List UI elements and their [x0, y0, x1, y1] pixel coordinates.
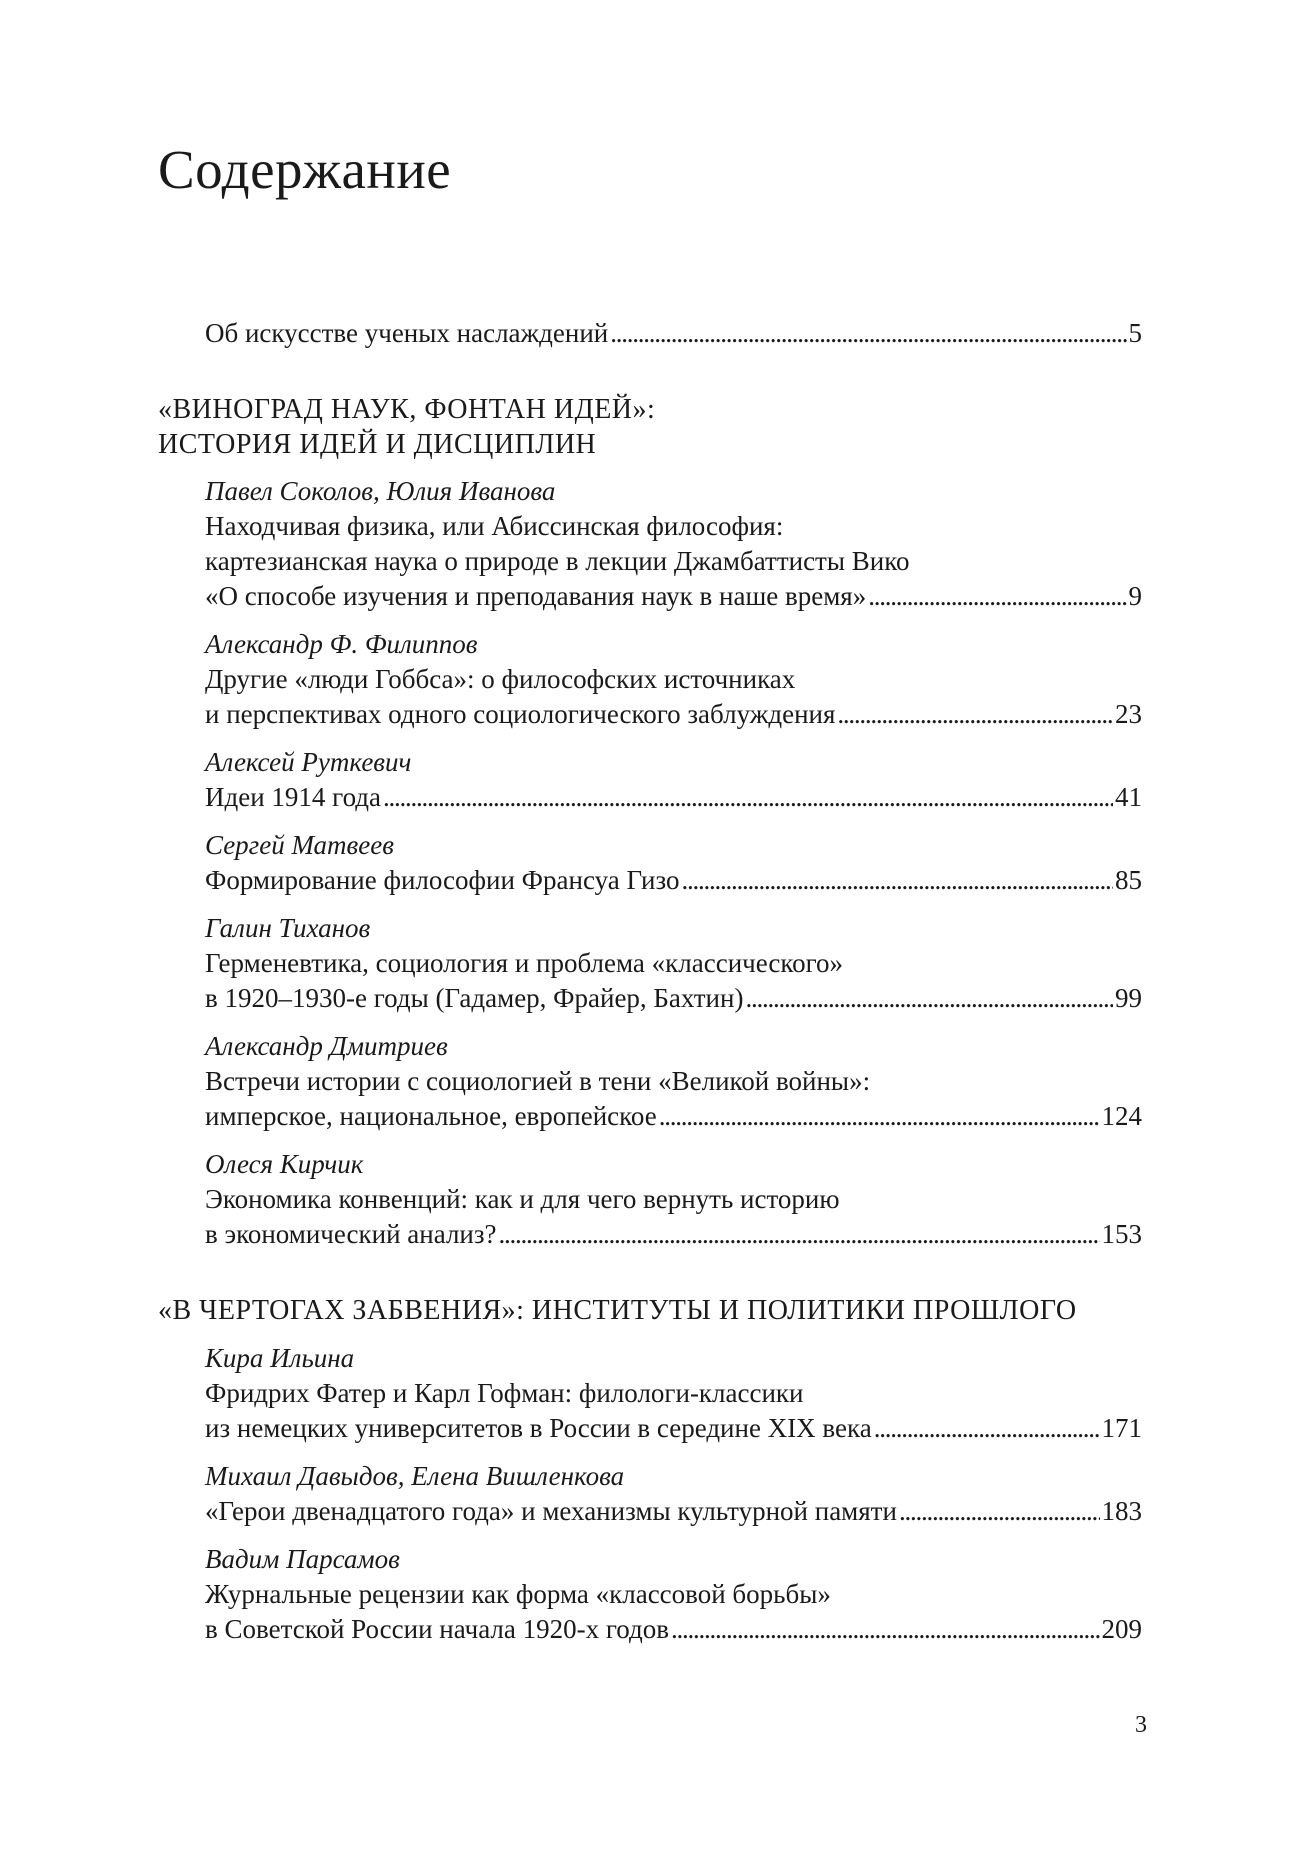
- toc-entry-title-line: имперское, национальное, европейское: [205, 1101, 657, 1131]
- toc-entry-title-line: Идеи 1914 года: [205, 782, 382, 812]
- toc-entry-page: 9: [1128, 581, 1142, 611]
- toc-entry-last-line[interactable]: [205, 981, 1142, 1016]
- toc-entry-last-line[interactable]: [205, 863, 1142, 898]
- toc-entry-title-line: Герменевтика, социология и проблема «классического»: [205, 948, 844, 978]
- toc-entry-title-line: «Герои двенадцатого года» и механизмы культурной памяти: [205, 1496, 897, 1526]
- toc-entry-author: Павел Соколов, Юлия Иванова: [205, 476, 556, 506]
- toc-entry-intro[interactable]: [205, 316, 1142, 351]
- toc-entry-author: Алексей Руткевич: [205, 747, 412, 777]
- toc-entry-author: Кира Ильина: [205, 1343, 355, 1373]
- toc-entry-author: Александр Ф. Филиппов: [205, 629, 478, 659]
- toc-entry-title-line: в 1920–1930-е годы (Гадамер, Фрайер, Бахтин): [205, 983, 744, 1013]
- toc-entry-page: 5: [1128, 318, 1142, 348]
- section-heading-1-line-2: ИСТОРИЯ ИДЕЙ И ДИСЦИПЛИН: [158, 429, 597, 460]
- page-title: Содержание: [158, 139, 452, 200]
- toc-entry-title-line: в экономический анализ?: [205, 1219, 497, 1249]
- toc-entry-page: 183: [1101, 1496, 1142, 1526]
- toc-entry-title-line: Формирование философии Франсуа Гизо: [205, 865, 680, 895]
- toc-entry-author: Вадим Парсамов: [205, 1544, 400, 1574]
- toc-entry-last-line[interactable]: [205, 697, 1142, 732]
- dot-leader: [499, 1217, 1100, 1252]
- dot-leader: [745, 981, 1113, 1016]
- dot-leader: [659, 1099, 1100, 1134]
- toc-entry-title: Об искусстве ученых наслаждений: [205, 318, 609, 348]
- dot-leader: [610, 316, 1126, 351]
- toc-entry-title-line: и перспективах одного социологического заблуждения: [205, 699, 836, 729]
- section-heading-1-line-1: «ВИНОГРАД НАУК, ФОНТАН ИДЕЙ»:: [158, 394, 656, 425]
- toc-entry-title-line: в Советской России начала 1920-х годов: [205, 1614, 669, 1644]
- toc-entry-page: 153: [1101, 1219, 1142, 1249]
- dot-leader: [682, 863, 1114, 898]
- dot-leader: [899, 1494, 1100, 1529]
- toc-entry-page: 23: [1115, 699, 1142, 729]
- toc-entry-last-line[interactable]: [205, 780, 1142, 815]
- dot-leader: [671, 1612, 1100, 1647]
- toc-entry-title-line: картезианская наука о природе в лекции Джамбаттисты Вико: [205, 546, 910, 576]
- toc-entry-last-line[interactable]: [205, 1494, 1142, 1529]
- toc-entry-author: Олеся Кирчик: [205, 1149, 364, 1179]
- toc-entry-title-line: Находчивая физика, или Абиссинская философия:: [205, 511, 784, 541]
- toc-entry-last-line[interactable]: [205, 1217, 1142, 1252]
- toc-entry-title-line: из немецких университетов в России в середине XIX века: [205, 1413, 872, 1443]
- dot-leader: [868, 579, 1126, 614]
- toc-entry-author: Галин Тиханов: [205, 913, 371, 943]
- toc-entry-page: 41: [1115, 782, 1142, 812]
- dot-leader: [874, 1411, 1100, 1446]
- dot-leader: [837, 697, 1113, 732]
- toc-entry-page: 171: [1101, 1413, 1142, 1443]
- toc-entry-last-line[interactable]: [205, 1411, 1142, 1446]
- toc-entry-page: 85: [1115, 865, 1142, 895]
- toc-entry-author: Сергей Матвеев: [205, 830, 394, 860]
- toc-entry-author: Александр Дмитриев: [205, 1031, 448, 1061]
- toc-entry-title-line: Другие «люди Гоббса»: о философских источниках: [205, 664, 796, 694]
- toc-entry-title-line: Встречи истории с социологией в тени «Великой войны»:: [205, 1066, 871, 1096]
- section-heading-2: «В ЧЕРТОГАХ ЗАБВЕНИЯ»: ИНСТИТУТЫ И ПОЛИТИКИ ПРОШЛОГО: [158, 1295, 1077, 1326]
- toc-entry-page: 124: [1101, 1101, 1142, 1131]
- toc-entry-last-line[interactable]: [205, 1099, 1142, 1134]
- toc-entry-title-line: Фридрих Фатер и Карл Гофман: филологи-классики: [205, 1378, 804, 1408]
- page-number: 3: [1135, 1712, 1147, 1738]
- dot-leader: [383, 780, 1113, 815]
- toc-entry-author: Михаил Давыдов, Елена Вишленкова: [205, 1461, 625, 1491]
- toc-entry-title-line: Экономика конвенций: как и для чего вернуть историю: [205, 1184, 840, 1214]
- toc-entry-title-line: «О способе изучения и преподавания наук в наше время»: [205, 581, 867, 611]
- toc-entry-title-line: Журнальные рецензии как форма «классовой борьбы»: [205, 1579, 831, 1609]
- toc-entry-last-line[interactable]: [205, 579, 1142, 614]
- toc-entry-page: 99: [1115, 983, 1142, 1013]
- toc-entry-page: 209: [1101, 1614, 1142, 1644]
- toc-entry-last-line[interactable]: [205, 1612, 1142, 1647]
